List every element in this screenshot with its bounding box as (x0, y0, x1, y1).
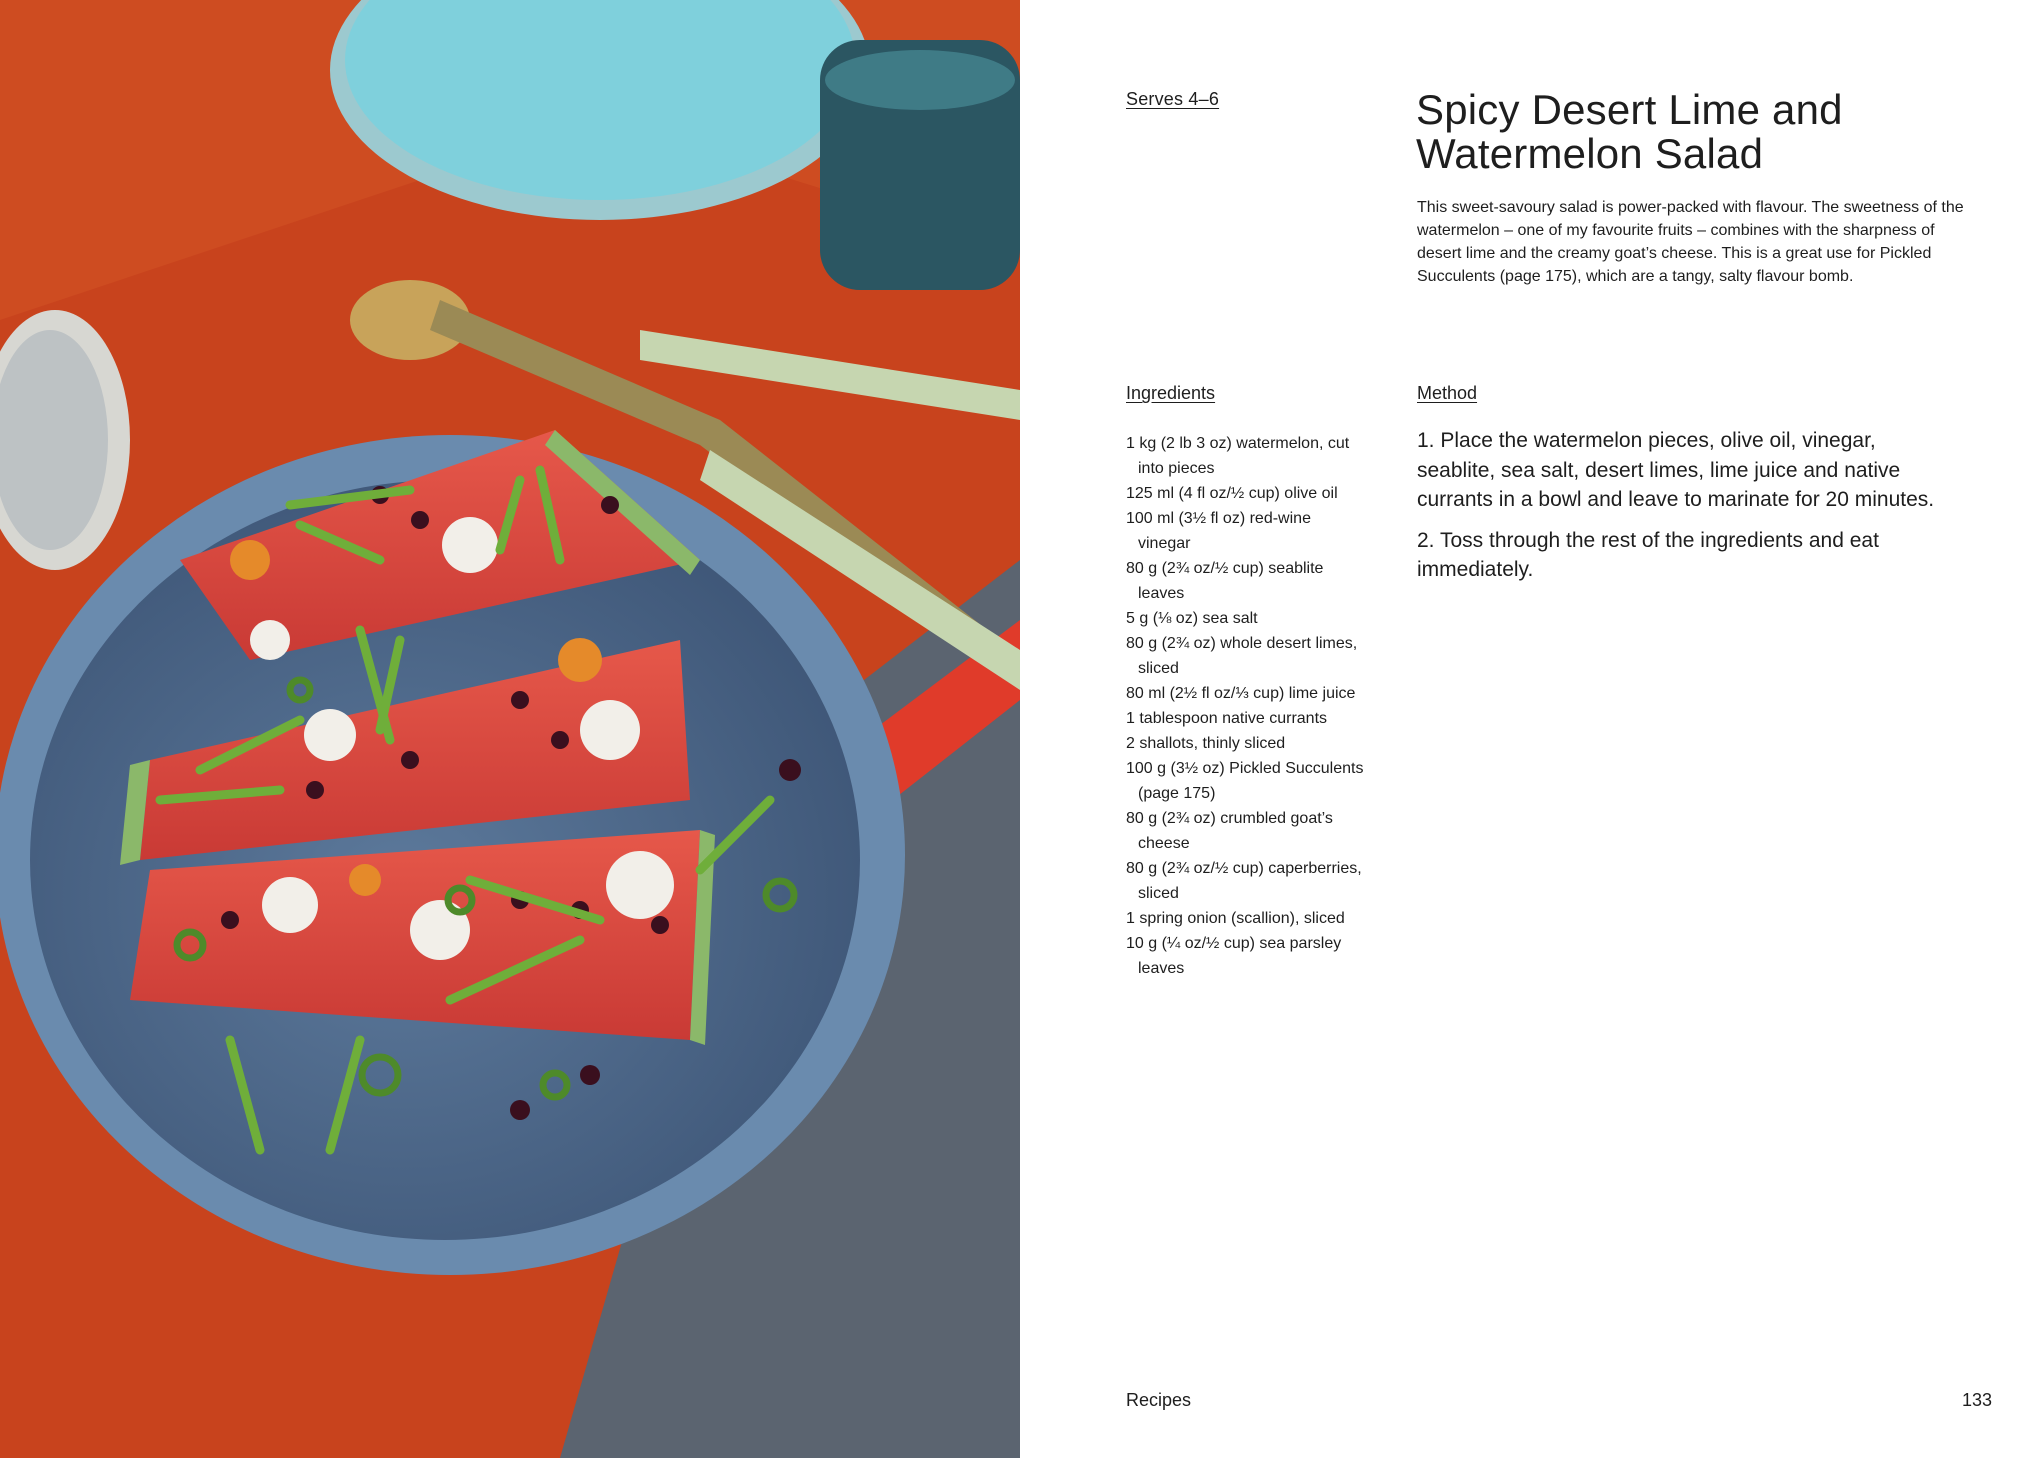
ingredient-item: 125 ml (4 fl oz/½ cup) olive oil (1126, 485, 1338, 502)
recipe-intro: This sweet-savoury salad is power-packed with flavour. The sweetness of the watermelon – one of my favourite fruits – combines with the sharpness of desert lime and the creamy goat’s cheese. This is a great use for Pickled Succulents (page 175), which are a tangy, salty flavour bomb. (1417, 199, 1964, 285)
recipe-title: Spicy Desert Lime and Watermelon Salad (1416, 86, 1843, 177)
ingredient-item: 80 g (2¾ oz/½ cup) caperberries, sliced (1126, 860, 1362, 902)
ingredients-heading: Ingredients (1126, 383, 1216, 403)
ingredient-item: 100 g (3½ oz) Pickled Succulents (page 175) (1126, 760, 1364, 802)
ingredient-item: 100 ml (3½ fl oz) red-wine vinegar (1126, 510, 1311, 552)
serves-label: Serves 4–6 (1126, 89, 1220, 109)
method-step: 2. Toss through the rest of the ingredients and eat immediately. (1417, 528, 1879, 581)
ingredient-item: 80 g (2¾ oz/½ cup) seablite leaves (1126, 560, 1324, 602)
ingredient-item: 80 ml (2½ fl oz/⅓ cup) lime juice (1126, 685, 1356, 702)
recipe-page (1020, 0, 2042, 1458)
ingredient-item: 1 kg (2 lb 3 oz) watermelon, cut into pieces (1126, 435, 1350, 477)
ingredient-item: 1 tablespoon native currants (1126, 710, 1328, 727)
ingredient-item: 2 shallots, thinly sliced (1126, 735, 1286, 752)
ingredient-item: 10 g (¼ oz/½ cup) sea parsley leaves (1126, 935, 1342, 977)
page-number: 133 (1961, 1390, 1992, 1410)
method-heading: Method (1417, 383, 1478, 403)
ingredient-item: 80 g (2¾ oz) whole desert limes, sliced (1126, 635, 1358, 677)
ingredients-list (1126, 431, 1366, 981)
method-steps (1417, 426, 1947, 596)
recipe-photo (0, 0, 1020, 1458)
salad-photo-illustration (0, 0, 1020, 1458)
ingredient-item: 1 spring onion (scallion), sliced (1126, 910, 1345, 927)
ingredient-item: 5 g (⅛ oz) sea salt (1126, 610, 1258, 627)
ingredient-item: 80 g (2¾ oz) crumbled goat’s cheese (1126, 810, 1333, 852)
footer-section-label: Recipes (1126, 1390, 1192, 1410)
method-step: 1. Place the watermelon pieces, olive oil, vinegar, seablite, sea salt, desert limes, lime juice and native currants in a bowl and leave to marinate for 20 minutes. (1417, 429, 1935, 511)
